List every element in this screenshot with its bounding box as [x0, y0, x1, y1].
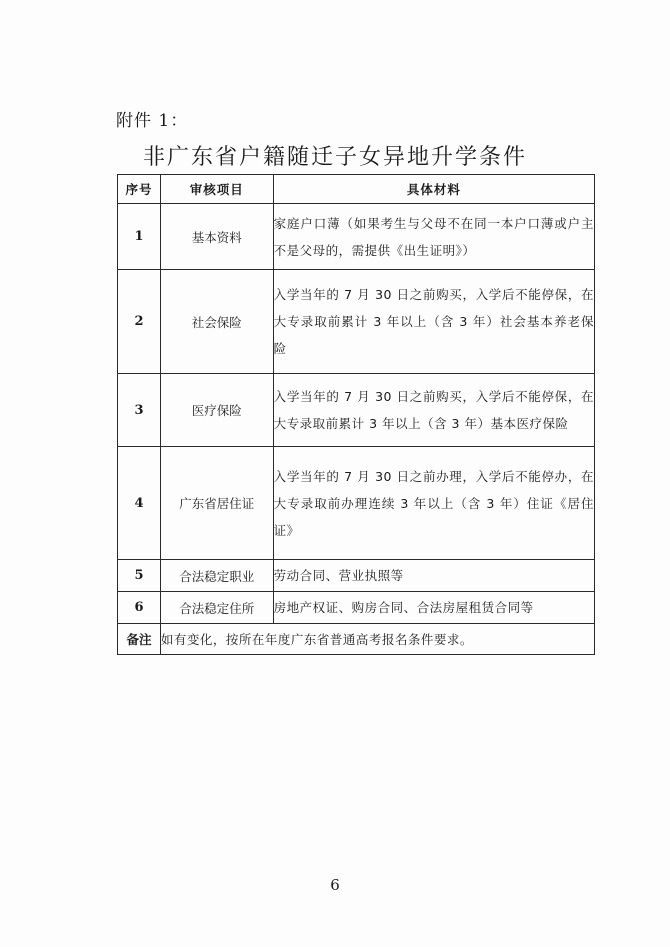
- row-detail: 劳动合同、营业执照等: [273, 560, 594, 592]
- row-no: 6: [118, 592, 161, 624]
- row-no: 3: [118, 374, 161, 447]
- table-header-row: [118, 175, 595, 204]
- row-item: 广东省居住证: [160, 447, 273, 560]
- document-title: 非广东省户籍随迁子女异地升学条件: [142, 145, 527, 170]
- row-no: 4: [118, 447, 161, 560]
- row-item: 合法稳定职业: [160, 560, 273, 592]
- row-detail: 家庭户口薄（如果考生与父母不在同一本户口薄或户主不是父母的，需提供《出生证明》）: [273, 204, 594, 270]
- row-no: 1: [118, 204, 161, 270]
- table-row: [118, 592, 595, 624]
- row-detail: 入学当年的 7 月 30 日之前办理，入学后不能停办，在大专录取前办理连续 3 年以上（含 3 年）住证《居住证》: [273, 447, 594, 560]
- table-row: [118, 270, 595, 374]
- row-detail: 入学当年的 7 月 30 日之前购买，入学后不能停保，在大专录取前累计 3 年以上（含 3 年）基本医疗保险: [273, 374, 594, 447]
- row-detail: 房地产权证、购房合同、合法房屋租赁合同等: [273, 592, 594, 624]
- header-item: 审核项目: [160, 175, 273, 204]
- requirements-table: [117, 174, 595, 655]
- row-no: 5: [118, 560, 161, 592]
- table-row: [118, 374, 595, 447]
- attachment-label: 附件 1：: [116, 111, 189, 131]
- note-text: 如有变化，按所在年度广东省普通高考报名条件要求。: [160, 624, 594, 655]
- row-item: 合法稳定住所: [160, 592, 273, 624]
- header-no: 序号: [118, 175, 161, 204]
- row-item: 基本资料: [160, 204, 273, 270]
- table-row: [118, 204, 595, 270]
- table-note-row: [118, 624, 595, 655]
- row-detail: 入学当年的 7 月 30 日之前购买，入学后不能停保，在大专录取前累计 3 年以上（含 3 年）社会基本养老保险: [273, 270, 594, 374]
- row-no: 2: [118, 270, 161, 374]
- header-detail: 具体材料: [273, 175, 594, 204]
- page-number: 6: [330, 876, 340, 894]
- table-row: [118, 447, 595, 560]
- row-item: 医疗保险: [160, 374, 273, 447]
- note-label: 备注: [118, 624, 161, 655]
- table-row: [118, 560, 595, 592]
- row-item: 社会保险: [160, 270, 273, 374]
